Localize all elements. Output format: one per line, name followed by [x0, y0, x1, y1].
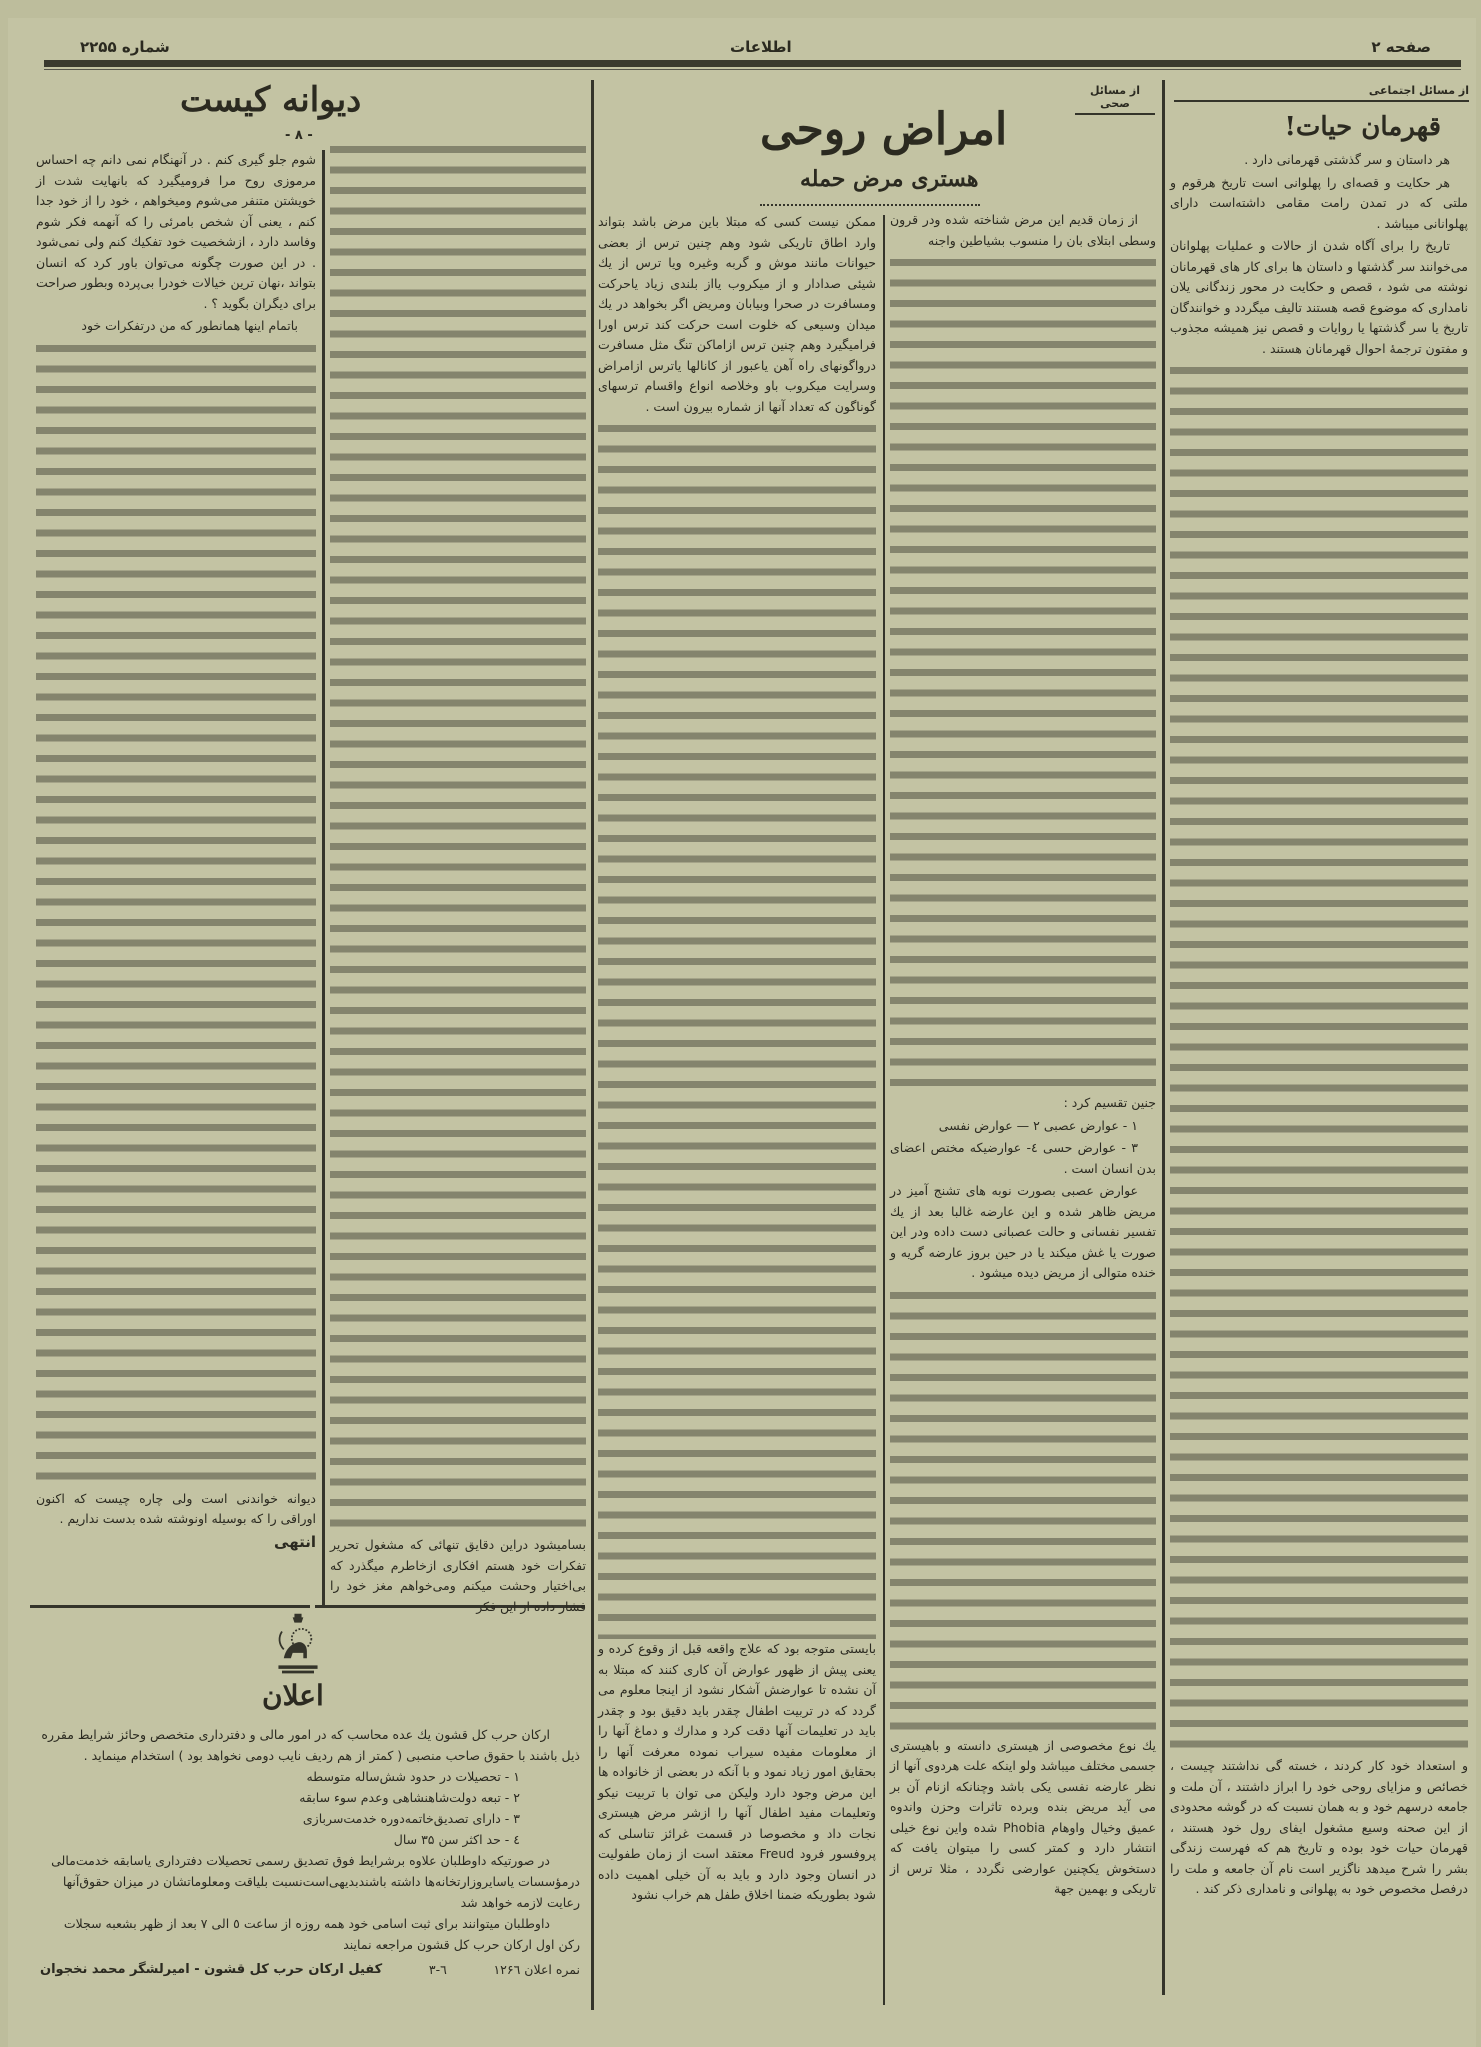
list-intro: جنین تقسیم کرد : [1063, 1095, 1156, 1110]
column-divider [322, 150, 325, 1605]
illegible-text-block [890, 1286, 1156, 1736]
column-divider [1162, 80, 1165, 1995]
notice-text: در صورتیکه داوطلبان علاوه برشرایط فوق تصدیق رسمی تحصیلات دفترداری یاسابقه خدمت‌مالی درمؤسسات یاسایروزارتخانه‌ها داشته باشندبدیهی‌است‌نسبت بلیاقت ومعلوماتشان در میزان حقوق‌آنها رعایت لازمه خواهد شد [51, 1853, 580, 1910]
masthead-rule-thin [44, 69, 1461, 70]
paragraph: بایستی متوجه بود که علاج واقعه قبل از وقوع کرده و یعنی پیش از ظهور عوارض آن کاری کنند که مبتلا به آن نشده تا عوارضش آشکار نشود از اینجا معلوم می گردد که در تربیت اطفال چقدر باید دقیق بود و چقدر باید در تعلیمات آنها دقت کرد و مدارك و دماغ آنها را از معلومات مفیده سیراب نموده معرفت آنها را بحقایق امور زیاد نمود و با آنکه در بعضی از خانواده ها این مرض وجود دارد ولیکن می توان با تربیت نیکو وتعلیمات مفید اطفال آنها را ازشر مرض هیستری نجات داد و مخصوصا در قسمت غرائز تناسلی که پروفسور فرود Freud معتقد است از زمان طفولیت در انسان وجود دارد و باید به آن خیلی اهمیت داده شود بطوریکه ضمنا اخلاق طفل هم خراب نشود [598, 1641, 876, 1902]
list-item: ۱ - عوارض عصبی ۲ — عوارض نفسی [938, 1117, 1138, 1133]
paragraph: باتمام اینها همانطور که من درتفکرات خود [81, 318, 298, 333]
paragraph: تاریخ را برای آگاه شدن از حالات و عملیات پهلوانان می‌خوانند سر گذشتها و داستان ها برای کار های قهرمانان نوشته می شود ، قصص و حکایت در محور زندگانی یلان نامداری که موضوع قصه هستند تالیف میگردد و خوانندگان تاریخ یا سر گذشتها یا روایات و قصص نیز همیشه مجذوب و مفتون ترجمهٔ احوال قهرمانان هستند . [1170, 238, 1468, 356]
illegible-text-block [598, 419, 876, 1639]
notice-body [40, 1724, 580, 1980]
paragraph: دیوانه خواندنی است ولی چاره چیست که اکنون اوراقی را که بوسیله اونوشته شده بدست نداریم . [36, 1490, 316, 1526]
paragraph: یك نوع مخصوصی از هیستری دانسته و باهیستری جسمی مختلف میباشد ولو اینکه علت هردوی آنها از نظر عارضه نفسی یکی باشد وچنانکه ازنام آن بر می آید مریض بنده وبرده تاثرات وحزن واندوه عمیق وخیال واوهام Phobia شده واین نوع خیلی انتشار دارد و کمتر کسی را میتوان یافت که دستخوش یکچنین عوارضی نگردد ، مثلا ترس از تاریکی و بهمین جهة [890, 1737, 1156, 1896]
notice-number: نمره اعلان ۱۲۶٦ [493, 1962, 580, 1977]
article-column [36, 150, 316, 1602]
section-kicker: از مسائل صحی [1075, 84, 1155, 115]
article-subtitle: هستری مرض حمله [800, 166, 979, 192]
end-mark: انتهی [274, 1532, 316, 1551]
notice-code: ٦-۳ [428, 1962, 447, 1977]
illegible-text-block [36, 339, 316, 1489]
notice-title: اعلان [262, 1679, 324, 1712]
column-divider [883, 215, 885, 2005]
article-column [598, 212, 876, 2002]
illegible-text-block [890, 253, 1156, 1093]
paragraph: هر حکایت و قصه‌ای را پهلوانی است تاریخ هرقوم و ملتی که در تمدن رامت مقامی داشته‌است دارای پهلوانانی میباشد . [1170, 174, 1468, 231]
page-number: صفحه ۲ [1371, 38, 1431, 56]
paragraph: از زمان قدیم این مرض شناخته شده ودر قرون وسطی ابتلای بان را منسوب بشیاطین واجنه [890, 212, 1156, 248]
article-title: امراض روحی [760, 104, 1008, 155]
notice-condition: ۲ - تبعه دولت‌شاهنشاهی وعدم سوء سابقه [299, 1790, 520, 1805]
article-title: قهرمان حیات! [1284, 112, 1441, 142]
notice-signature: کفیل ارکان حرب کل قشون - امیرلشگر محمد نخجوان [40, 1962, 383, 1977]
article-body [1170, 150, 1468, 1995]
paragraph: شوم جلو گیری کنم . در آنهنگام نمی دانم چه احساس مرموزی روح مرا فرومیگیرد که بانهایت شدت از خویشتن متنفر می‌شوم ومیخواهم ، خود را از خود جدا کنم ، یعنی آن شخص بامرئی را که آنهمه فکر شوم وفاسد دارد ، ازشخصیت خود تفکیك کنم ولی نمی‌شود . در این صورت چگونه می‌توان باور کرد که انسان بتواند ،نهان ترین خیالات خودرا بی‌پرده وبطور صراحت برای دیگران بگوید ؟ . [36, 152, 316, 311]
section-rule [30, 1605, 310, 1608]
illegible-text-block [1170, 361, 1468, 1756]
illegible-text-block [330, 140, 586, 1535]
list-item: ۳ - عوارض حسی ٤- عوارضیکه مختص اعضای بدن انسان است . [890, 1140, 1156, 1176]
paragraph: ممکن نیست کسی که مبتلا باین مرض باشد بتواند وارد اطاق تاریکی شود وهم چنین ترس از بعضی حیوانات مانند موش و گربه وغیره ویا ترس از یك شیئی صدادار و از میکروب یااز بلندی زیاد یاحرکت ومسافرت در صحرا وبیابان ومریض اگر بخواهد در یك میدان وسیعی که خلوت است حرکت کند ترس اورا فرامیگیرد وهم چنین ترس ازاماکن تنگ مثل مسافرت درواگونهای راه آهن یاعبور از کانالها یاترس ازامراض وسرایت میکروب باو وخلاصه انواع واقسام ترسهای گوناگون که تعداد آنها از شماره بیرون است . [598, 214, 876, 414]
issue-number: شماره ۲۲۵۵ [80, 38, 170, 56]
paragraph: و استعداد خود کار کردند ، خسته گی نداشتند چیست ، خصائص و مزایای روحی خود را ابراز داشتند ، آن ملت و جامعه درسهم خود و به همان نسبت که در گوشه محدودی از این صحنه وسیع مشغول ایفای رول خود هستند ، قهرمان حیات خود بوده و تاریخ هم که فهرست زندگی بشر را شرح میدهد ناگزیر است نام آن جامعه و ملت را درفصل مخصوص خود به پهلوانی و نامداری ذکر کند . [1170, 1758, 1468, 1896]
article-column [330, 140, 586, 1614]
article-title: دیوانه کیست [180, 80, 362, 120]
notice-condition: ۳ - دارای تصدیق‌خاتمه‌دوره خدمت‌سربازی [302, 1811, 520, 1826]
notice-condition: ٤ - حد اکثر سن ۳۵ سال [393, 1832, 520, 1847]
column-divider [591, 80, 594, 2010]
newspaper-name: اطلاعات [730, 38, 792, 56]
title-separator [760, 204, 980, 206]
notice-text: داوطلبان میتوانند برای ثبت اسامی خود همه روزه از ساعت ٥ الی ۷ بعد از ظهر بشعبه سجلات رکن اول ارکان حرب کل قشون مراجعه نمایند [63, 1916, 580, 1952]
lion-and-sun-emblem-icon [270, 1612, 326, 1676]
paragraph: هر داستان و سر گذشتی قهرمانی دارد . [1244, 152, 1450, 167]
paragraph: عوارض عصبی بصورت نوبه های تشنج آمیز در مریض ظاهر شده و این عارضه غالبا بعد از یك تفسیر نفسانی و حالت عصبانی دست داده ودر این صورت یا غش میکند یا در حین بروز عارضه گریه و خنده متوالی از مریض دیده میشود . [890, 1183, 1156, 1280]
notice-footer [40, 1959, 580, 1980]
part-number: - ۸ - [285, 128, 313, 143]
section-kicker: از مسائل اجتماعی [1174, 84, 1469, 102]
article-column [890, 210, 1156, 1995]
notice-text: ارکان حرب کل قشون یك عده محاسب که در امور مالی و دفترداری متخصص وحائز شرایط مقرره ذیل باشند با حقوق صاحب منصبی ( کمتر از هم ردیف نایب دومی نخواهد بود ) استخدام مینماید . [41, 1727, 580, 1763]
notice-condition: ۱ - تحصیلات در حدود شش‌ساله متوسطه [306, 1769, 520, 1784]
masthead-rule [44, 60, 1461, 67]
paragraph: بسامیشود دراین دقایق تنهائی که مشغول تحریر تفکرات خود هستم افکاری ازخاطرم میگذرد که بی‌اختیار وحشت میکنم ومی‌خواهم مغز خود را فشار داده از این فکر [330, 1537, 586, 1614]
